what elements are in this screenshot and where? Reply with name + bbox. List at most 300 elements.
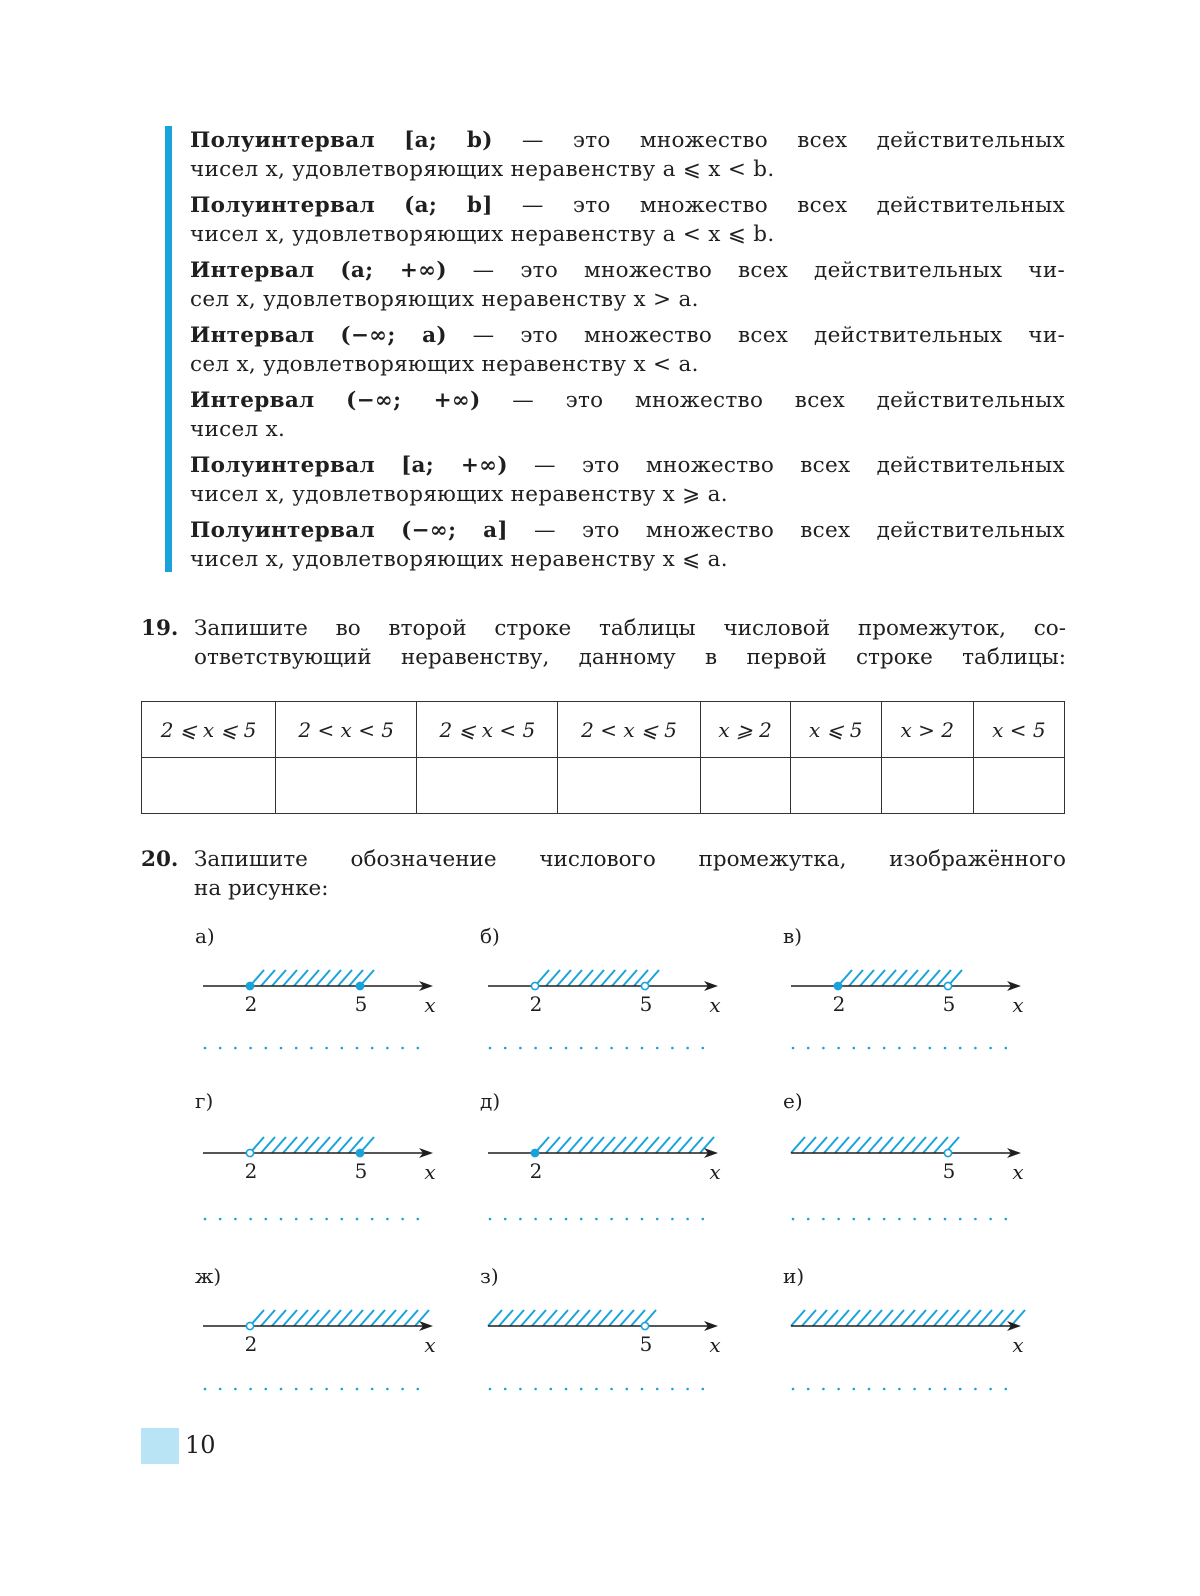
answer-dot bbox=[234, 1047, 237, 1050]
answer-dot bbox=[822, 1388, 825, 1391]
hatch-stroke bbox=[1011, 1310, 1025, 1326]
answer-dot bbox=[519, 1218, 522, 1221]
answer-dot bbox=[656, 1388, 659, 1391]
hatch-stroke bbox=[283, 1310, 297, 1326]
hatch-stroke bbox=[634, 970, 648, 986]
answer-dot bbox=[989, 1388, 992, 1391]
answer-dot bbox=[807, 1388, 810, 1391]
answer-dot bbox=[959, 1047, 962, 1050]
hatch-stroke bbox=[283, 1137, 297, 1153]
hatch-stroke bbox=[568, 1137, 582, 1153]
answer-dot bbox=[1005, 1047, 1008, 1050]
answer-dot bbox=[234, 1388, 237, 1391]
filled-point bbox=[834, 982, 841, 989]
definition-notation: (−∞; a] bbox=[401, 518, 508, 543]
hatch-stroke bbox=[623, 970, 637, 986]
figure-label: ж) bbox=[195, 1264, 222, 1288]
tick-label-right: 5 bbox=[942, 1159, 956, 1183]
definition-term: Интервал bbox=[190, 388, 315, 413]
hatch-stroke bbox=[934, 1310, 948, 1326]
hatch-stroke bbox=[934, 1137, 948, 1153]
hatch-stroke bbox=[590, 970, 604, 986]
filled-point bbox=[356, 982, 363, 989]
answer-dot bbox=[534, 1388, 537, 1391]
answer-dot bbox=[974, 1218, 977, 1221]
definition-notation: (a; b] bbox=[404, 193, 493, 218]
answer-dot bbox=[792, 1388, 795, 1391]
answer-dot bbox=[929, 1047, 932, 1050]
answer-dot bbox=[204, 1047, 207, 1050]
answer-dot bbox=[959, 1218, 962, 1221]
answer-dot bbox=[883, 1218, 886, 1221]
hatch-stroke bbox=[532, 1310, 546, 1326]
hatch-stroke bbox=[579, 970, 593, 986]
answer-dot bbox=[489, 1388, 492, 1391]
table-cell: 2 ⩽ x ⩽ 5 bbox=[142, 702, 276, 758]
answer-dot bbox=[913, 1218, 916, 1221]
answer-dot bbox=[386, 1388, 389, 1391]
figure-label: д) bbox=[480, 1089, 501, 1113]
hatch-stroke bbox=[824, 1137, 838, 1153]
answer-dot bbox=[534, 1047, 537, 1050]
axis-variable-label: x bbox=[709, 993, 721, 1017]
definition-notation: (a; +∞) bbox=[340, 258, 447, 283]
hatch-stroke bbox=[535, 1137, 549, 1153]
answer-dot bbox=[656, 1047, 659, 1050]
hatch-stroke bbox=[598, 1310, 612, 1326]
definition-line2: сел x, удовлетворяющих неравенству x < a. bbox=[190, 352, 699, 377]
answer-dot bbox=[853, 1388, 856, 1391]
hatch-stroke bbox=[327, 970, 341, 986]
answer-dot bbox=[519, 1047, 522, 1050]
hatch-stroke bbox=[316, 1310, 330, 1326]
answer-dot bbox=[580, 1388, 583, 1391]
hatch-stroke bbox=[846, 1310, 860, 1326]
answer-dot bbox=[913, 1388, 916, 1391]
hatch-stroke bbox=[926, 970, 940, 986]
answer-dot bbox=[883, 1047, 886, 1050]
hatch-stroke bbox=[557, 970, 571, 986]
axis-variable-label: x bbox=[1012, 993, 1024, 1017]
answer-cell[interactable] bbox=[276, 758, 417, 814]
answer-dot bbox=[234, 1218, 237, 1221]
definition-line2: чисел x, удовлетворяющих неравенству a ⩽ x < b. bbox=[190, 157, 775, 182]
hatch-stroke bbox=[623, 1137, 637, 1153]
definition-term: Полуинтервал bbox=[190, 193, 375, 218]
answer-dot bbox=[837, 1388, 840, 1391]
figure-label: и) bbox=[783, 1264, 805, 1288]
answer-dot bbox=[504, 1388, 507, 1391]
hatch-stroke bbox=[349, 970, 363, 986]
answer-dot bbox=[868, 1218, 871, 1221]
hatch-stroke bbox=[849, 970, 863, 986]
hatch-stroke bbox=[294, 1310, 308, 1326]
table-row-inequalities bbox=[142, 702, 1065, 758]
hatch-stroke bbox=[901, 1310, 915, 1326]
answer-dot bbox=[371, 1388, 374, 1391]
hatch-stroke bbox=[813, 1137, 827, 1153]
answer-dot bbox=[489, 1218, 492, 1221]
answer-dot bbox=[626, 1047, 629, 1050]
open-point bbox=[641, 1322, 648, 1329]
answer-dot bbox=[265, 1047, 268, 1050]
answer-dot bbox=[1005, 1388, 1008, 1391]
axis-arrow bbox=[1007, 1321, 1021, 1331]
definition-2: Полуинтервал (a; b] — это множество всех действительных чисел x, удовлетворяющих неравенству a < x ⩽ b. bbox=[190, 193, 1066, 247]
answer-dot bbox=[822, 1047, 825, 1050]
hatch-stroke bbox=[901, 1137, 915, 1153]
answer-dot bbox=[702, 1218, 705, 1221]
hatch-stroke bbox=[857, 1310, 871, 1326]
page-number-box bbox=[141, 1428, 179, 1464]
hatch-stroke bbox=[360, 1310, 374, 1326]
hatch-stroke bbox=[802, 1310, 816, 1326]
answer-dot bbox=[341, 1047, 344, 1050]
hatch-stroke bbox=[261, 1137, 275, 1153]
hatch-stroke bbox=[904, 970, 918, 986]
answer-dot bbox=[310, 1218, 313, 1221]
hatch-stroke bbox=[338, 1137, 352, 1153]
hatch-stroke bbox=[656, 1137, 670, 1153]
task-text-line1: Запишите во второй строке таблицы числовой промежуток, со- bbox=[194, 616, 1066, 641]
hatch-stroke bbox=[989, 1310, 1003, 1326]
answer-dot bbox=[610, 1388, 613, 1391]
answer-dot bbox=[325, 1047, 328, 1050]
axis-arrow bbox=[704, 1148, 718, 1158]
answer-dot bbox=[944, 1047, 947, 1050]
table-cell: 2 < x ⩽ 5 bbox=[558, 702, 700, 758]
hatch-stroke bbox=[923, 1137, 937, 1153]
definition-4: Интервал (−∞; a) — это множество всех действительных чи- сел x, удовлетворяющих неравенству x < a. bbox=[190, 323, 1066, 377]
hatch-stroke bbox=[576, 1310, 590, 1326]
hatch-stroke bbox=[393, 1310, 407, 1326]
hatch-stroke bbox=[967, 1310, 981, 1326]
axis-variable-label: x bbox=[424, 993, 436, 1017]
answer-dot bbox=[807, 1218, 810, 1221]
hatch-stroke bbox=[868, 1137, 882, 1153]
answer-dot bbox=[310, 1388, 313, 1391]
tick-label-left: 2 bbox=[244, 1332, 258, 1356]
hatch-stroke bbox=[546, 970, 560, 986]
answer-dot bbox=[341, 1388, 344, 1391]
definition-3: Интервал (a; +∞) — это множество всех действительных чи- сел x, удовлетворяющих неравенству x > a. bbox=[190, 258, 1066, 312]
answer-dot bbox=[371, 1047, 374, 1050]
answer-dot bbox=[219, 1388, 222, 1391]
hatch-stroke bbox=[868, 1310, 882, 1326]
hatch-stroke bbox=[305, 1137, 319, 1153]
hatch-stroke bbox=[554, 1310, 568, 1326]
answer-dot bbox=[401, 1218, 404, 1221]
answer-dot bbox=[929, 1218, 932, 1221]
answer-dot bbox=[356, 1218, 359, 1221]
hatch-stroke bbox=[510, 1310, 524, 1326]
open-point bbox=[246, 1322, 253, 1329]
figure-label: з) bbox=[480, 1264, 499, 1288]
answer-dot bbox=[944, 1388, 947, 1391]
answer-dot bbox=[249, 1218, 252, 1221]
table-cell: 2 < x < 5 bbox=[276, 702, 417, 758]
axis-arrow bbox=[419, 981, 433, 991]
answer-dot bbox=[822, 1218, 825, 1221]
answer-dot bbox=[702, 1388, 705, 1391]
hatch-stroke bbox=[912, 1310, 926, 1326]
answer-cell[interactable] bbox=[881, 758, 973, 814]
answer-cell[interactable] bbox=[790, 758, 881, 814]
hatch-stroke bbox=[791, 1137, 805, 1153]
table-cell: x ⩾ 2 bbox=[700, 702, 790, 758]
hatch-stroke bbox=[601, 1137, 615, 1153]
answer-dot bbox=[898, 1047, 901, 1050]
answer-dot bbox=[974, 1388, 977, 1391]
hatch-stroke bbox=[860, 970, 874, 986]
definition-line2: сел x, удовлетворяющих неравенству x > a. bbox=[190, 287, 699, 312]
tick-label-left: 2 bbox=[244, 992, 258, 1016]
answer-dot bbox=[671, 1047, 674, 1050]
hatch-stroke bbox=[272, 970, 286, 986]
axis-variable-label: x bbox=[709, 1160, 721, 1184]
tick-label-right: 5 bbox=[639, 1332, 653, 1356]
answer-dot bbox=[280, 1218, 283, 1221]
answer-dot bbox=[401, 1388, 404, 1391]
answer-dot bbox=[989, 1218, 992, 1221]
axis-arrow bbox=[704, 1321, 718, 1331]
table-cell: x < 5 bbox=[973, 702, 1064, 758]
hatch-stroke bbox=[294, 970, 308, 986]
hatch-stroke bbox=[700, 1137, 714, 1153]
answer-dot bbox=[626, 1218, 629, 1221]
answer-dot bbox=[1005, 1218, 1008, 1221]
answer-dot bbox=[565, 1047, 568, 1050]
hatch-stroke bbox=[645, 970, 659, 986]
hatch-stroke bbox=[945, 1310, 959, 1326]
task-text-line2: ответствующий неравенству, данному в первой строке таблицы: bbox=[194, 645, 1066, 670]
axis-variable-label: x bbox=[424, 1333, 436, 1357]
hatch-stroke bbox=[546, 1137, 560, 1153]
hatch-stroke bbox=[893, 970, 907, 986]
open-point bbox=[531, 982, 538, 989]
answer-dot bbox=[959, 1388, 962, 1391]
hatch-stroke bbox=[327, 1310, 341, 1326]
answer-dot bbox=[686, 1047, 689, 1050]
table-row-answers bbox=[142, 758, 1065, 814]
hatch-stroke bbox=[890, 1310, 904, 1326]
table-cell: x > 2 bbox=[881, 702, 973, 758]
hatch-stroke bbox=[587, 1310, 601, 1326]
hatch-stroke bbox=[835, 1137, 849, 1153]
answer-dot bbox=[626, 1388, 629, 1391]
answer-dot bbox=[807, 1047, 810, 1050]
definition-line2: чисел x, удовлетворяющих неравенству x ⩽ a. bbox=[190, 547, 728, 572]
hatch-stroke bbox=[838, 970, 852, 986]
answer-dot bbox=[204, 1218, 207, 1221]
answer-dot bbox=[792, 1218, 795, 1221]
answer-dot bbox=[295, 1388, 298, 1391]
table-cell: 2 ⩽ x < 5 bbox=[417, 702, 558, 758]
hatch-stroke bbox=[338, 1310, 352, 1326]
hatch-stroke bbox=[948, 970, 962, 986]
definition-notation: [a; +∞) bbox=[401, 453, 508, 478]
hatch-stroke bbox=[824, 1310, 838, 1326]
definition-6: Полуинтервал [a; +∞) — это множество всех действительных чисел x, удовлетворяющих неравенству x ⩾ a. bbox=[190, 453, 1065, 507]
hatch-stroke bbox=[557, 1137, 571, 1153]
hatch-stroke bbox=[283, 970, 297, 986]
answer-dot bbox=[686, 1388, 689, 1391]
answer-dot bbox=[989, 1047, 992, 1050]
open-point bbox=[944, 982, 951, 989]
definition-term: Полуинтервал bbox=[190, 128, 375, 153]
axis-variable-label: x bbox=[424, 1160, 436, 1184]
hatch-stroke bbox=[568, 970, 582, 986]
axis-variable-label: x bbox=[1012, 1160, 1024, 1184]
figure-label: г) bbox=[195, 1089, 214, 1113]
answer-dot bbox=[671, 1388, 674, 1391]
answer-dot bbox=[641, 1388, 644, 1391]
hatch-stroke bbox=[813, 1310, 827, 1326]
hatch-stroke bbox=[978, 1310, 992, 1326]
answer-dot bbox=[519, 1388, 522, 1391]
task-20 bbox=[141, 845, 1066, 905]
hatch-stroke bbox=[912, 1137, 926, 1153]
answer-dot bbox=[550, 1388, 553, 1391]
answer-cell[interactable] bbox=[700, 758, 790, 814]
hatch-stroke bbox=[305, 1310, 319, 1326]
axis-arrow bbox=[1007, 981, 1021, 991]
answer-cell[interactable] bbox=[558, 758, 700, 814]
answer-cell[interactable] bbox=[973, 758, 1064, 814]
answer-dot bbox=[204, 1388, 207, 1391]
hatch-stroke bbox=[499, 1310, 513, 1326]
hatch-stroke bbox=[612, 970, 626, 986]
answer-dot bbox=[295, 1047, 298, 1050]
answer-dot bbox=[702, 1047, 705, 1050]
page-number: 10 bbox=[185, 1431, 216, 1459]
hatch-stroke bbox=[835, 1310, 849, 1326]
answer-dot bbox=[929, 1388, 932, 1391]
hatch-stroke bbox=[645, 1137, 659, 1153]
tick-label-right: 5 bbox=[354, 1159, 368, 1183]
answer-dot bbox=[868, 1388, 871, 1391]
hatch-stroke bbox=[945, 1137, 959, 1153]
figure-label: е) bbox=[783, 1089, 803, 1113]
answer-dot bbox=[671, 1218, 674, 1221]
hatch-stroke bbox=[667, 1137, 681, 1153]
open-point bbox=[641, 982, 648, 989]
answer-cell[interactable] bbox=[417, 758, 558, 814]
hatch-stroke bbox=[915, 970, 929, 986]
hatch-stroke bbox=[579, 1137, 593, 1153]
answer-dot bbox=[249, 1047, 252, 1050]
filled-point bbox=[531, 1149, 538, 1156]
definition-line2: чисел x, удовлетворяющих неравенству x ⩾ a. bbox=[190, 482, 728, 507]
hatch-stroke bbox=[791, 1310, 805, 1326]
hatch-stroke bbox=[349, 1137, 363, 1153]
tick-label-right: 5 bbox=[942, 992, 956, 1016]
hatch-stroke bbox=[316, 1137, 330, 1153]
answer-dot bbox=[898, 1388, 901, 1391]
answer-dot bbox=[610, 1047, 613, 1050]
hatch-stroke bbox=[609, 1310, 623, 1326]
answer-dot bbox=[417, 1218, 420, 1221]
hatch-stroke bbox=[1000, 1310, 1014, 1326]
answer-dot bbox=[944, 1218, 947, 1221]
answer-dot bbox=[280, 1047, 283, 1050]
tick-label-left: 2 bbox=[529, 992, 543, 1016]
definition-notation: (−∞; +∞) bbox=[346, 388, 481, 413]
hatch-stroke bbox=[250, 970, 264, 986]
answer-dot bbox=[504, 1047, 507, 1050]
hatch-stroke bbox=[879, 1310, 893, 1326]
filled-point bbox=[356, 1149, 363, 1156]
definition-notation: (−∞; a) bbox=[340, 323, 447, 348]
answer-dot bbox=[641, 1218, 644, 1221]
hatch-stroke bbox=[261, 970, 275, 986]
answer-dot bbox=[386, 1047, 389, 1050]
figure-label: в) bbox=[783, 924, 803, 948]
hatch-stroke bbox=[535, 970, 549, 986]
answer-cell[interactable] bbox=[142, 758, 276, 814]
answer-dot bbox=[868, 1047, 871, 1050]
answer-dot bbox=[265, 1218, 268, 1221]
answer-dot bbox=[417, 1047, 420, 1050]
answer-dot bbox=[595, 1388, 598, 1391]
hatch-stroke bbox=[272, 1310, 286, 1326]
hatch-stroke bbox=[620, 1310, 634, 1326]
hatch-stroke bbox=[802, 1137, 816, 1153]
hatch-stroke bbox=[871, 970, 885, 986]
definition-term: Полуинтервал bbox=[190, 518, 375, 543]
answer-dot bbox=[249, 1388, 252, 1391]
answer-dot bbox=[641, 1047, 644, 1050]
answer-dot bbox=[898, 1218, 901, 1221]
answer-dot bbox=[295, 1218, 298, 1221]
answer-dot bbox=[356, 1388, 359, 1391]
task-number: 20. bbox=[141, 847, 179, 872]
answer-dot bbox=[837, 1218, 840, 1221]
axis-arrow bbox=[1007, 1148, 1021, 1158]
hatch-stroke bbox=[250, 1137, 264, 1153]
filled-point bbox=[246, 982, 253, 989]
hatch-stroke bbox=[923, 1310, 937, 1326]
answer-dot bbox=[310, 1047, 313, 1050]
definition-term: Полуинтервал bbox=[190, 453, 375, 478]
answer-dot bbox=[686, 1218, 689, 1221]
hatch-stroke bbox=[601, 970, 615, 986]
hatch-stroke bbox=[857, 1137, 871, 1153]
hatch-stroke bbox=[415, 1310, 429, 1326]
figure-label: б) bbox=[480, 924, 500, 948]
answer-dot bbox=[417, 1388, 420, 1391]
hatch-stroke bbox=[250, 1310, 264, 1326]
answer-dot bbox=[595, 1218, 598, 1221]
answer-dot bbox=[504, 1218, 507, 1221]
hatch-stroke bbox=[882, 970, 896, 986]
answer-dot bbox=[550, 1218, 553, 1221]
accent-bar bbox=[165, 126, 172, 572]
table-cell: x ⩽ 5 bbox=[790, 702, 881, 758]
answer-dot bbox=[325, 1218, 328, 1221]
hatch-stroke bbox=[565, 1310, 579, 1326]
figure-label: а) bbox=[195, 924, 215, 948]
answer-dot bbox=[265, 1388, 268, 1391]
tick-label-left: 2 bbox=[529, 1159, 543, 1183]
answer-dot bbox=[853, 1047, 856, 1050]
hatch-stroke bbox=[879, 1137, 893, 1153]
hatch-stroke bbox=[349, 1310, 363, 1326]
answer-dot bbox=[974, 1047, 977, 1050]
answer-dot bbox=[489, 1047, 492, 1050]
answer-dot bbox=[913, 1047, 916, 1050]
hatch-stroke bbox=[338, 970, 352, 986]
